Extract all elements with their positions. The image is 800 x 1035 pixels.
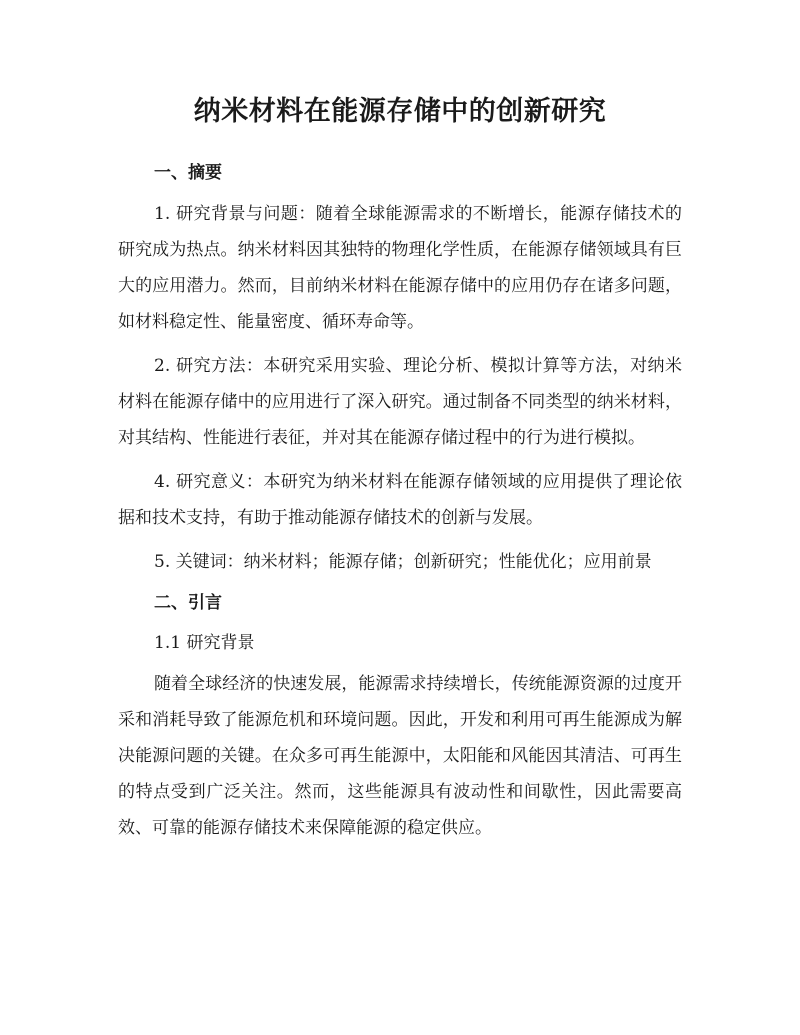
subheading-research-background: 1.1 研究背景 (154, 633, 255, 653)
abstract-methods-paragraph: 2. 研究方法：本研究采用实验、理论分析、模拟计算等方法，对纳米材料在能源存储中的应用进行了深入研究。通过制备不同类型的纳米材料，对其结构、性能进行表征，并对其在能源存储过程中的行为进行模拟。 (118, 356, 682, 448)
section-introduction (118, 588, 682, 846)
abstract-significance-paragraph: 4. 研究意义：本研究为纳米材料在能源存储领域的应用提供了理论依据和技术支持，有助于推动能源存储技术的创新与发展。 (118, 472, 682, 528)
section-heading-abstract: 一、摘要 (154, 163, 222, 183)
abstract-keywords-paragraph: 5. 关键词：纳米材料；能源存储；创新研究；性能优化；应用前景 (154, 552, 652, 572)
document-title: 纳米材料在能源存储中的创新研究 (193, 96, 607, 127)
abstract-background-paragraph: 1. 研究背景与问题：随着全球能源需求的不断增长，能源存储技术的研究成为热点。纳米材料因其独特的物理化学性质，在能源存储领域具有巨大的应用潜力。然而，目前纳米材料在能源存储中的应用仍存在诸多问题，如材料稳定性、能量密度、循环寿命等。 (118, 204, 682, 332)
section-abstract (118, 158, 682, 580)
introduction-background-paragraph: 随着全球经济的快速发展，能源需求持续增长，传统能源资源的过度开采和消耗导致了能源危机和环境问题。因此，开发和利用可再生能源成为解决能源问题的关键。在众多可再生能源中，太阳能和风能因其清洁、可再生的特点受到广泛关注。然而，这些能源具有波动性和间歇性，因此需要高效、可靠的能源存储技术来保障能源的稳定供应。 (118, 674, 682, 838)
section-heading-introduction: 二、引言 (154, 593, 222, 613)
